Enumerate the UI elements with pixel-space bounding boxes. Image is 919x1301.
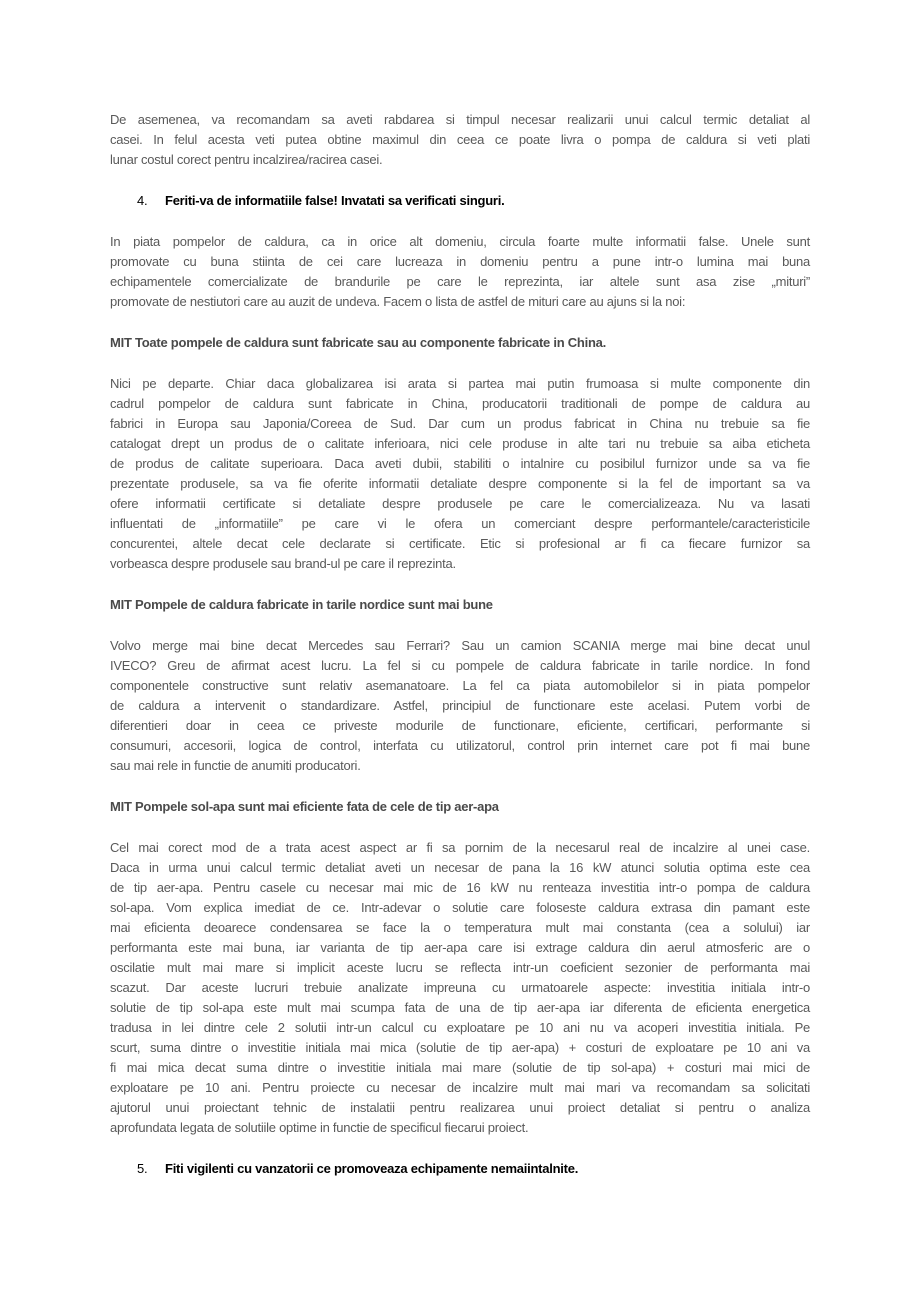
paragraph-line: exploatare pe 10 ani. Pentru proiecte cu necesar de incalzire mult mai mari va recomandam sa solicitati (110, 1080, 810, 1095)
paragraph-line: mai eficienta deoarece condensarea se face la o temperatura mult mai constanta (cea a solului) iar (110, 920, 810, 935)
paragraph-line: de caldura a intervenit o standardizare. Astfel, principiul de functionare este acelasi. Putem vorbi de (110, 698, 810, 713)
paragraph-line: De asemenea, va recomandam sa aveti rabdarea si timpul necesar realizarii unui calcul termic detaliat al (110, 112, 810, 127)
paragraph (110, 110, 810, 170)
paragraph-line: IVECO? Greu de afirmat acest lucru. La fel si cu pompele de caldura fabricate in tarile nordice. In fond (110, 658, 810, 673)
paragraph-line: ofere informatii certificate si detaliate despre produsele pe care le comercializeaza. Nu va lasati (110, 496, 810, 511)
paragraph-line: promovate cu buna stiinta de cei care lucreaza in domeniu pentru a pune intr-o lumina mai buna (110, 254, 810, 269)
paragraph-line: de produs de calitate superioara. Daca aveti dubii, stabiliti o intalnire cu posibilul furnizor unde sa va fie (110, 456, 810, 471)
paragraph-line: echipamentele comercializate de brandurile pe care le reprezinta, iar altele sunt asa zise „mituri” (110, 274, 810, 289)
paragraph-line: casei. In felul acesta veti putea obtine maximul din ceea ce poate livra o pompa de caldura si veti plati (110, 132, 810, 147)
paragraph-line: diferentieri doar in ceea ce priveste modurile de functionare, eficiente, certificari, performante si (110, 718, 810, 733)
paragraph-line: consumuri, accesorii, logica de control, interfata cu utilizatorul, control prin internet care pot fi mai bune (110, 738, 810, 753)
paragraph-line: scazut. Dar aceste lucruri trebuie analizate impreuna cu urmatoarele aspecte: investitia initiala intr-o (110, 980, 810, 995)
paragraph-line: solutie de tip sol-apa este mult mai scumpa fata de una de tip aer-apa iar diferenta de eficienta energetica (110, 1000, 810, 1015)
paragraph-line: performanta este mai buna, iar varianta de tip aer-apa care isi extrage caldura din aerul atmosferic are o (110, 940, 810, 955)
paragraph-line: tradusa in lei dintre cele 2 solutii intr-un calcul cu exploatare pe 10 ani nu va acoperi investitia initiala. Pe (110, 1020, 810, 1035)
myth-heading: MIT Toate pompele de caldura sunt fabricate sau au componente fabricate in China. (110, 335, 606, 350)
numbered-heading (110, 1159, 810, 1179)
paragraph-line: influentati de „informatiile” pe care vi le ofera un comerciant despre performantele/caracteristicile (110, 516, 810, 531)
paragraph (110, 374, 810, 574)
paragraph-line: fi mai mica decat suma dintre o investitie initiala mai mare (solutie de tip sol-apa) + costuri mai mici de (110, 1060, 810, 1075)
paragraph (110, 232, 810, 312)
paragraph (110, 636, 810, 776)
paragraph-line: ajutorul unui proiectant tehnic de instalatii pentru realizarea unui proiect detaliat si pentru o analiza (110, 1100, 810, 1115)
paragraph-line: Daca in urma unui calcul termic detaliat aveti un necesar de pana la 16 kW atunci solutia optima este cea (110, 860, 810, 875)
paragraph-line: Nici pe departe. Chiar daca globalizarea isi arata si partea mai putin frumoasa si multe componente din (110, 376, 810, 391)
paragraph-line: Cel mai corect mod de a trata acest aspect ar fi sa pornim de la necesarul real de incalzire al unei case. (110, 840, 810, 855)
paragraph-line: lunar costul corect pentru incalzirea/racirea casei. (110, 152, 383, 167)
paragraph-line: concurentei, altele decat cele declarate si certificate. Etic si profesional ar fi ca fiecare furnizor sa (110, 536, 810, 551)
numbered-heading-text: Fiti vigilenti cu vanzatorii ce promoveaza echipamente nemaiintalnite. (165, 1161, 579, 1176)
paragraph-line: oscilatie mult mai mare si implicit aceste lucru se reflecta intr-un coeficient sezonier de performanta mai (110, 960, 810, 975)
paragraph-line: catalogat drept un produs de o calitate inferioara, nici cele produse in alte tari nu trebuie sa aiba eticheta (110, 436, 810, 451)
document-page (110, 110, 810, 1200)
numbered-heading (110, 191, 810, 211)
paragraph-line: vorbeasca despre produsele sau brand-ul pe care il reprezinta. (110, 556, 456, 571)
paragraph-line: prezentate produsele, sa va fie oferite informatii detaliate despre componente si la fel de important sa va (110, 476, 810, 491)
list-number: 5. (137, 1161, 148, 1176)
numbered-heading-text: Feriti-va de informatiile false! Invatati sa verificati singuri. (165, 193, 505, 208)
paragraph-line: sol-apa. Vom explica imediat de ce. Intr-adevar o solutie care foloseste caldura extrasa din pamant este (110, 900, 810, 915)
list-number: 4. (137, 193, 148, 208)
paragraph-line: Volvo merge mai bine decat Mercedes sau Ferrari? Sau un camion SCANIA merge mai bine decat unul (110, 638, 810, 653)
paragraph-line: cadrul pompelor de caldura sunt fabricate in China, producatorii traditionali de pompe de caldura au (110, 396, 810, 411)
myth-heading: MIT Pompele sol-apa sunt mai eficiente fata de cele de tip aer-apa (110, 799, 499, 814)
paragraph (110, 838, 810, 1138)
paragraph-line: In piata pompelor de caldura, ca in orice alt domeniu, circula foarte multe informatii false. Unele sunt (110, 234, 810, 249)
paragraph-line: de tip aer-apa. Pentru casele cu necesar mai mic de 16 kW nu renteaza investitia intr-o pompa de caldura (110, 880, 810, 895)
myth-heading: MIT Pompele de caldura fabricate in tarile nordice sunt mai bune (110, 597, 493, 612)
paragraph-line: fabrici in Europa sau Japonia/Coreea de Sud. Dar cum un produs fabricat in China nu trebuie sa fie (110, 416, 810, 431)
paragraph-line: componentele constructive sunt relativ asemanatoare. La fel ca piata automobilelor si in piata pompelor (110, 678, 810, 693)
paragraph-line: aprofundata legata de solutiile optime in functie de specificul fiecarui proiect. (110, 1120, 529, 1135)
paragraph-line: scurt, suma dintre o investitie initiala mai mica (solutie de tip aer-apa) + costuri de exploatare pe 10 ani va (110, 1040, 810, 1055)
paragraph-line: promovate de nestiutori care au auzit de undeva. Facem o lista de astfel de mituri care au ajuns si la noi: (110, 294, 686, 309)
paragraph-line: sau mai rele in functie de anumiti producatori. (110, 758, 361, 773)
